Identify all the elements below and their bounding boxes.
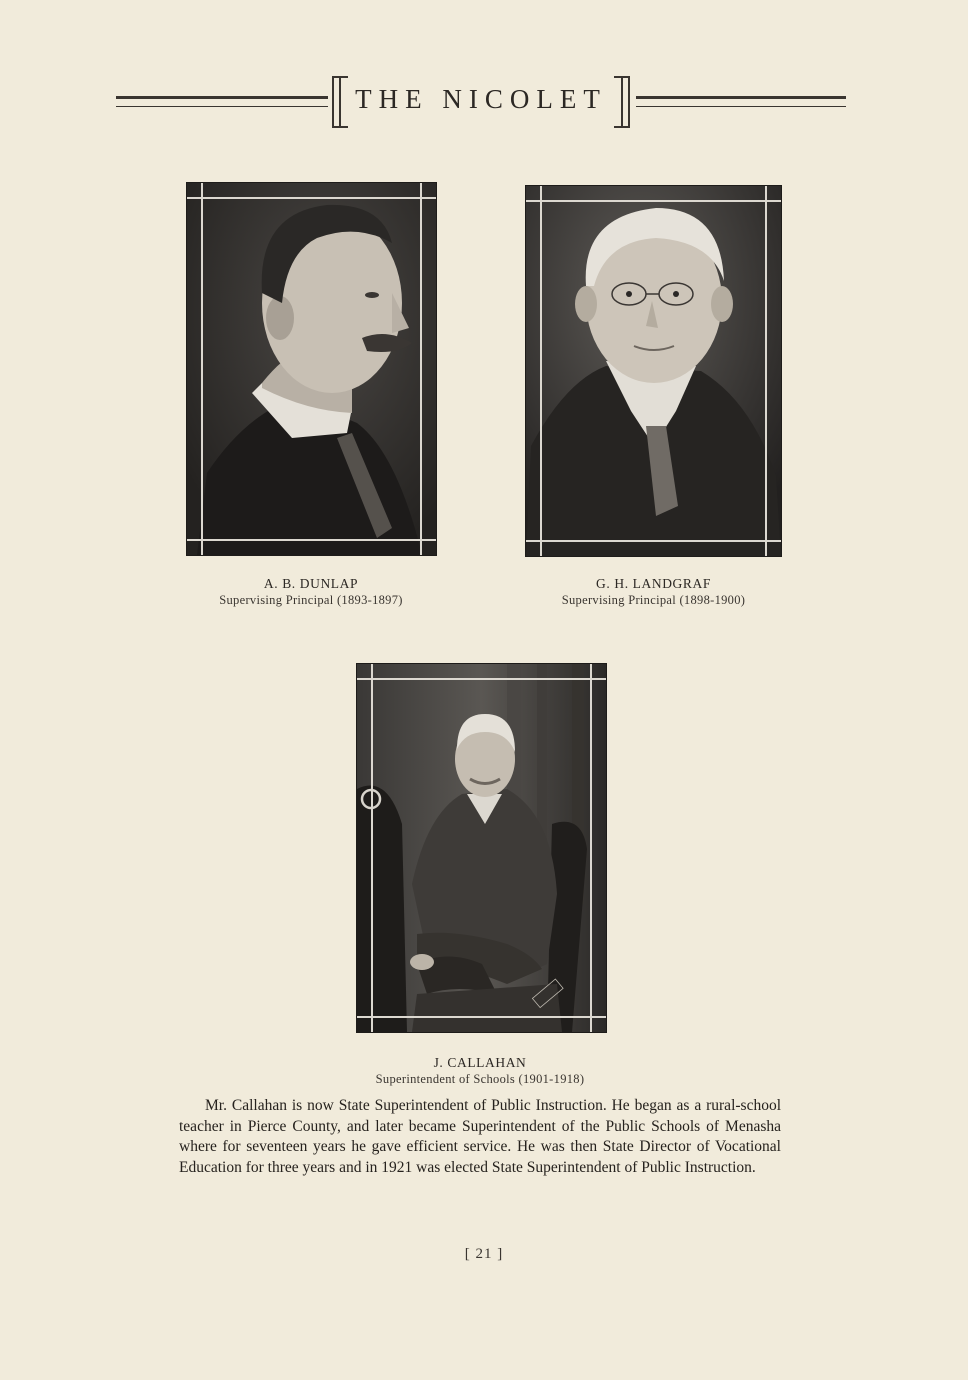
header-bracket-right [614, 76, 630, 128]
caption-name: J. CALLAHAN [433, 1055, 527, 1070]
caption-role: Supervising Principal (1898-1900) [561, 593, 746, 607]
caption-role: Supervising Principal (1893-1897) [219, 593, 403, 607]
caption-callahan [330, 1055, 630, 1087]
biography-text [179, 1096, 781, 1178]
portrait-landgraf-photo [526, 186, 781, 556]
portrait-dunlap-image [187, 183, 436, 555]
caption-role: Superintendent of Schools (1901-1918) [375, 1072, 585, 1086]
portrait-callahan-image [357, 664, 606, 1032]
header-rule-right [636, 96, 846, 107]
portrait-landgraf-image [526, 186, 781, 556]
header-bracket-left [332, 76, 348, 128]
header-rule-left [116, 96, 328, 107]
caption-dunlap [186, 576, 436, 608]
portrait-callahan-photo [357, 664, 606, 1032]
portrait-dunlap-photo [187, 183, 436, 555]
page-title: THE NICOLET [355, 84, 607, 114]
biography-paragraph: Mr. Callahan is now State Superintendent of Public Instruction. He began as a rural-school teacher in Pierce County, and later became Superintendent of the Public Schools of Menasha where for seventeen years he gave efficient service. He was then State Director of Vocational Education for three years and in 1921 was elected State Superintendent of Public Instruction. [179, 1097, 781, 1176]
page-number: [ 21 ] [464, 1246, 504, 1262]
caption-name: A. B. DUNLAP [263, 576, 359, 591]
page-header [116, 76, 846, 126]
caption-name: G. H. LANDGRAF [596, 576, 711, 591]
caption-landgraf [526, 576, 781, 608]
